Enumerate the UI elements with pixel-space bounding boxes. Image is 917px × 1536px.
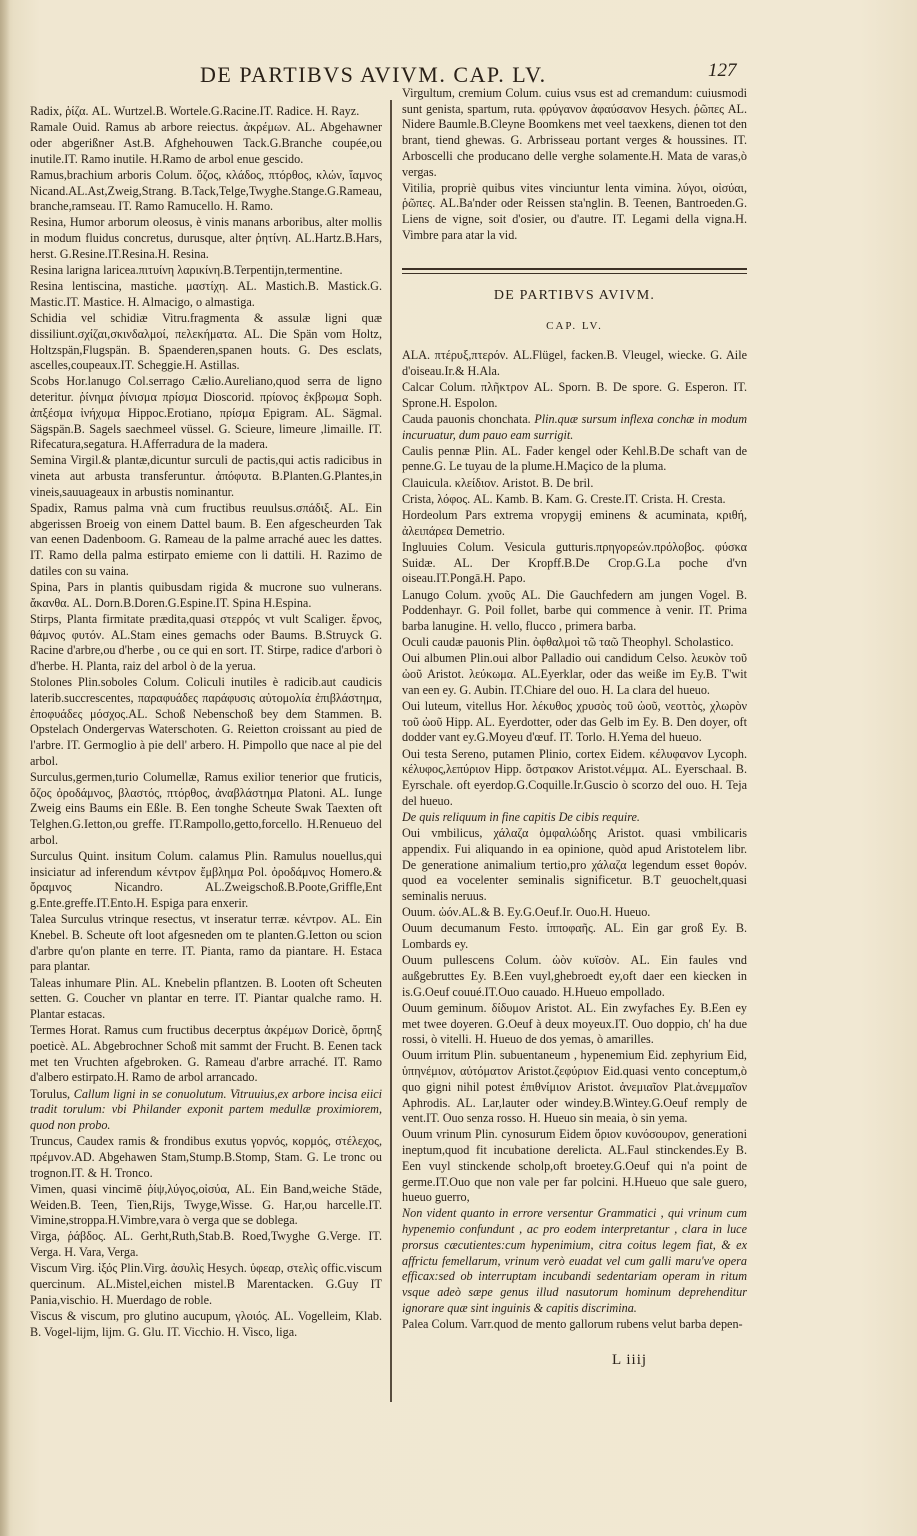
column-divider [390,100,392,1402]
entry-headword: Cauda pauonis chonchata. [402,411,531,426]
entry-text: Plin. cynosurum Eidem ὄριον κυνόσουρον, generationi ineptum,quod fit incubatione derelicta. AL.Faul stinckendes.Ey B. Een vuyl stinckende scholp,oft broetey.G.Oeuf qui n'a point de germe.IT.Ouo que non vale per far polcini. H.Hueuo que sale guero, hueuo guerro, [402,1127,747,1205]
entry-text: Colum. ὄζος, κλάδος, πτόρθος, κλών, ἴαμνος Nicand.AL.Ast,Zweig,Strang. B.Tack,Telge,Twyghe.Stange.G.Rameau, branche,ramseau. IT. Ramo Ramucello. H. Ramo. [30,167,382,214]
entry-headword: Crista, [402,491,435,506]
signature-mark: L iiij [612,1352,648,1368]
lexicon-entry [30,120,382,167]
entry-text: Plin. ὀφθαλμοὶ τῶ ταῶ Theophyl. Scholastico. [507,635,734,650]
entry-headword: Radix, ῥίζα. [30,104,89,118]
lexicon-entry [30,770,382,849]
entry-text: Plin.soboles Colum. Coliculi inutiles è radicib.aut caudicis laterib.succrescentes, παραφυάδες παράφυσις αὐτομολία ἐπιβλάστημα, ἐποφυάδες μόσχος.AL. Schoß Nebenschoß bey dem Stammen. B. Opstelach Ondergervas Waterschoten. G. Reietton croissant au pied de l'arbre. IT. Germoglio à pie dell' arbero. H. Pimpollo que nace al pie del arbol. [30,675,382,768]
entry-headword: Caulis pennæ [402,443,470,458]
lexicon-entry [30,501,382,580]
section-rule [402,268,747,276]
right-column-top [402,86,747,272]
entry-headword: ALA. [402,348,431,362]
entry-headword: Surculus,germen,turio [30,770,139,785]
left-column [30,104,382,1404]
entry-text: Colum. χνοῦς AL. Die Gauchfedern am jungen Vogel. B. Poddenhayr. G. Poil follet, barbe qui commence à venir. IT. Prima barba lanugine. H. vello, flucco , primera barba. [402,587,747,633]
lexicon-entry [30,612,382,675]
entry-headword: Vitilia, [402,180,436,195]
entry-headword: Resina lentiscina, [30,279,122,294]
lexicon-entry [30,1134,382,1181]
entry-headword: Lanugo [402,587,440,602]
lexicon-entry [30,168,382,215]
entry-text: laricea.πιτυίνη λαρικίνη.B.Terpentijn,termentine. [103,263,343,278]
entry-headword: Ouum vrinum [402,1127,472,1142]
entry-headword: Ramale [30,120,68,135]
entry-text: De quis reliquum in fine capitis De cibis require. [402,809,640,824]
entry-headword: Talea [30,912,57,927]
lexicon-entry [402,635,747,651]
entry-headword: Calcar [402,379,434,394]
entry-headword: Ouum pullescens [402,953,495,968]
entry-text: Virgil.& plantæ,dicuntur surculi de pactis,qui actis radicibus in vineta aut arbusta transferuntur. ἀπόφυτα. B.Planten.G.Plantes,in vineis,sauuageaux in arbustis nominantur. [30,453,382,499]
entry-text: pro glutino aucupum, γλοιός. AL. Vogelleim, Klab. B. Vogel-lijm, lijm. G. Glu. IT. Vicchio. H. Visco, liga. [30,1308,382,1339]
entry-headword: Oui albumen [402,651,467,666]
entry-text: Virg. ἰξός Plin.Virg. ἀσυλὶς Hesych. ὑφεαρ, στελὶς offic.viscum quercinum. AL.Mistel,eichen mistel.B Marentacken. G.Guy IT Pania,vischio. H. Muerdago de roble. [30,1261,382,1307]
section-title: DE PARTIBVS AVIVM. [493,288,656,303]
entry-headword: Termes [30,1023,66,1038]
page-number: 127 [708,60,737,81]
entry-headword: Spadix, [30,501,67,516]
lexicon-entry [30,104,382,120]
lexicon-entry [30,453,382,500]
lexicon-entry [30,1023,382,1086]
entry-text: Colum. cuius vsus est ad cremandum: cuiusmodi sunt genista, spartum, ruta. φρύγανον ἀφαύσανον Hesych. ῥῶπες AL. Nidere Baumle.B.Cleyne Boomkens met veel taexkens, dienen tot den brant, tiend ghewas. G. Arbrisseau portant verges & houssines. IT. Arboscelli che producano delle verghe solamente.H. Mata de varas,ò vergas. [402,86,747,179]
entry-text: Colum. πλῆκτρον AL. Sporn. B. De spore. G. Esperon. IT. Sprone.H. Espolon. [402,379,747,410]
entry-text: Plin. AL. Fader kengel oder Kehl.B.De schaft van de penne.G. Le tuyau de la plume.H.Maçico de la pluma. [402,443,747,474]
lexicon-entry [402,953,747,1000]
lexicon-entry [30,215,382,262]
entry-text: Humor arborum oleosus, è vinis manans arboribus, alter mollis in modum fluidus concretus, durusque, alter ῥητίνη. AL.Hartz.B.Hars, herst. G.Resine.IT.Resina.H. Resina. [30,215,382,261]
lexicon-entry [402,492,747,508]
lexicon-entry [402,348,747,379]
lexicon-entry [402,1206,747,1316]
entry-text: Colum. ὠὸν κυϊσὸν. AL. Ein faules vnd außgebruttes Ey. B.Een vuyl,ghebroedt ey,oft daer een kiecken in is.G.Oeuf couué.IT.Ouo cauado. H.Hueuo empollado. [402,953,747,999]
entry-headword: Resina, [30,215,67,230]
entry-text: Hor.lanugo Col.serrago Cælio.Aureliano,quod serra de ligno deteritur. ῥίνημα ῥίνισμα πρίσμα Dioscorid. πρίονος ἐκβρωμα Soph. ἀπξέσμα ἰνήχυμα Hippoc.Erotiano, πρίσμα Epigram. AL. Sägmal. Sägspän.B. Sagels saechmeel vüssel. G. Scieure, limeure ,limaille. IT. Rifecatura,segatura. H.Afferradura de la madera. [30,374,382,452]
lexicon-entry [402,905,747,921]
entry-headword: Torulus, [30,1086,71,1101]
lexicon-entry [30,580,382,611]
entry-text: Hor. λέκυθος χρυσὸς τοῦ ὠοῦ, νεοττὸς, χλωρὸν τοῦ ὠοῦ Hipp. AL. Eyerdotter, oder das Gelb im Ey. B. Den doyer, oft dodder vant ey.G.Moyeu d'œuf. IT. Torlo. H.Yema del hueuo. [402,698,747,745]
entry-text: Colum. Varr.quod de mento gallorum rubens velut barba depen- [431,1316,743,1331]
entry-headword: Semina [30,453,67,468]
gutter-shadow [0,0,10,1536]
entry-text: Columellæ, Ramus exilior tenerior que fruticis, ὄζος ὀροδάμνος, βλαστός, πτόρθος, ἀναβλάστημα Platoni. AL. Iunge Zweig eins Baums ein Eßle. B. Een tonghe Scheute Swak Taexten oft Telghen.G.Ietton,ou greffe. IT.Rampollo,getto,forcello. H.Renueuo del arbol. [30,770,382,847]
entry-text: Ouid. Ramus ab arbore reiectus. ἀκρέμων. AL. Abgehawner oder abgerißner Ast.B. Afghehouwen Tack.G.Branche coupée,ou inutile.IT. Ramo inutile. H.Ramo de arbol enue gescido. [30,120,382,166]
entry-headword: Ouum geminum. [402,1000,487,1015]
entry-text: Plin.quæ sursum inflexa conchæ in modum incuruatur, dum pauo eam surrigit. [402,411,747,442]
entry-headword: Taleas inhumare [30,975,112,990]
entry-text: Surculus vtrinque resectus, vt inseratur terræ. κέντρον. AL. Ein Knebel. B. Scheute oft loot afgesneden om te planten.G.Ietton ou scion d'arbre qu'on plante en terre. IT. Pianta, ramo da piantare. H. Estaca para plantar. [30,912,382,974]
entry-text: κλείδιον. Aristot. B. De bril. [454,475,594,490]
entry-headword: Ouum decumanum [402,921,501,936]
lexicon-entry [30,912,382,975]
lexicon-entry [402,412,747,443]
lexicon-entry [402,588,747,635]
lexicon-entry [30,374,382,453]
lexicon-entry [402,86,747,180]
lexicon-entry [30,1087,382,1134]
lexicon-entry [30,1309,382,1340]
entry-text: ὠόν.AL.& B. Ey.G.Oeuf.Ir. Ouo.H. Hueuo. [438,905,651,920]
entry-headword: Oui testa [402,746,447,761]
entry-text: δίδυμον Aristot. AL. Ein zwyfaches Ey. B.Een ey met twee doyeren. G.Oeuf à deux moyeux.IT. Ouo doppio, ch' ha due rossi, ò vitelli. H. Hueuo de dos yemas, ò amarilles. [402,1000,747,1047]
entry-text: Vitru.fragmenta & assulæ ligni quæ dissiliunt.σχίζαι,σκινδαλμοί, πελεκήματα. AL. Die Spän vom Holtz, Holtzspän,Flugspän. B. Spaenderen,spanen houts. G. Des esclats, ascelles,coupeaux.IT. Scheggie.H. Astillas. [30,311,382,373]
entry-text: Planta firmitate prædita,quasi στερρός vt vult Scaliger. ἔρνος, θάμνος φυτόν. AL.Stam eines gemachs oder Baums. B.Struyck G. Racine d'arbre,ou d'herbe , ou ce qui en sort. IT. Stirpe, radice d'arbori ò d'herbe. H. Planta, raiz del arbol ò de la yerua. [30,612,382,674]
entry-headword: Ouum. [402,905,436,920]
entry-headword: Oui vmbilicus, [402,826,483,841]
entry-headword: Resina larigna [30,263,101,278]
right-column [402,348,747,1352]
entry-text: Pars extrema vropygij eminens & acuminata, κριθή, ἀλειπάρεα Demetrio. [402,508,747,538]
entry-headword: Spina, [30,580,61,595]
entry-text: AL. Wurtzel.B. Wortele.G.Racine.IT. Radice. H. Rayz. [91,104,360,118]
lexicon-entry [30,279,382,310]
entry-headword: Vimen, [30,1181,66,1196]
lexicon-entry [402,380,747,411]
lexicon-entry [402,444,747,475]
entry-text: Colum. Vesicula gutturis.πρηγορεών.πρόλοβος. φύσκα Suidæ. AL. Der Kropff.B.De Crop.G.La poche d'vn oiseau.IT.Pongā.H. Papo. [402,539,747,586]
entry-text: Plin.oui albor Palladio oui candidum Celso. λευκὸν τοῦ ὠοῦ Aristot. λεύκωμα. AL.Eyerklar, oder das weiße im Ey.B. T'wit van een ey. G. Aubin. IT.Chiare del ouo. H. La clara del hueuo. [402,651,747,697]
entry-headword: Oculi caudæ pauonis [402,635,505,650]
entry-text: Plin. AL. Knebelin pflantzen. B. Looten oft Scheuten setten. G. Coucher vn plantar en terre. IT. Piantar qualche ramo. H. Plantar estacas. [30,975,382,1022]
lexicon-entry [30,1182,382,1229]
entry-headword: Oui luteum, vitellus [402,698,502,713]
entry-headword: Stolones [30,675,72,690]
entry-headword: Palea [402,1316,429,1331]
entry-text: λόφος. AL. Kamb. B. Kam. G. Creste.IT. Crista. H. Cresta. [437,491,726,506]
lexicon-entry [402,747,747,810]
lexicon-entry [402,540,747,587]
entry-text: propriè quibus vites vinciuntur lenta vimina. λύγοι, οἰσύαι, ῥῶπες. AL.Ba'nder oder Reissen sta'nglin. B. Teenen, Bantroeden.G. Liens de vigne, soit d'osier, ou d'autre. IT. Legami della vigna.H. Vimbre para atar la vid. [402,180,747,242]
entry-headword: Ramus,brachium arboris [30,167,152,182]
entry-headword: Scobs [30,374,60,389]
entry-text: χάλαζα ὀμφαλώδης Aristot. quasi vmbilicaris appendix. Fui aliquando in ea opinione, quòd apud Aristotelem libr. De generatione animalium tertio,pro χάλαζα legendum esset θορόν. quod ea vocelenter seminalis significetur. B.T geuochelt,quasi seminalis neruus. [402,826,747,903]
lexicon-entry [30,849,382,912]
lexicon-entry [30,311,382,374]
lexicon-entry [402,1048,747,1127]
lexicon-entry [402,699,747,746]
entry-text: Ramus palma vnà cum fructibus reuulsus.σπάδιξ. AL. Ein abgerissen Broeig von einem Dattel baum. B. Een afgescheurden Tak van eenen Dadenboom. G. Rameau de la palme arraché auec les dattes. IT. Ramo della palma estirpato emieme con li dattili. H. Razimo de datiles con su vaina. [30,501,382,578]
lexicon-entry [402,921,747,952]
entry-headword: Truncus, [30,1134,73,1149]
lexicon-entry [30,263,382,279]
lexicon-entry [30,675,382,769]
entry-text: mastiche. μαστίχη. AL. Mastich.B. Mastick.G. Mastic.IT. Mastice. H. Almacigo, o almastiga. [30,279,382,309]
lexicon-entry [30,1229,382,1260]
lexicon-entry [402,810,747,826]
entry-text: Sereno, putamen Plinio, cortex Eidem. κέλυφανον Lycoph. κέλυφος,λεπύριον Hipp. ὄστρακον Aristot.νέμμα. AL. Eyerschaal. B. Eyrschale. oft eyerdop.G.Coquille.Ir.Guscio ò scorzo del ouo. H. Teja del hueuo. [402,746,747,808]
lexicon-entry [402,1317,747,1333]
entry-headword: Virga, [30,1229,60,1244]
entry-text: Caudex ramis & frondibus exutus γορνός, κορμός, στέλεχος, πρέμνον.AD. Abgehawen Stam,Stump.B.Stomp, Stam. G. Le tronc ou trognon.IT. & H. Tronco. [30,1134,382,1180]
entry-headword: Virgultum, cremium [402,86,502,100]
entry-text: Callum ligni in se conuolutum. Vitruuius,ex arbore incisa eiici tradit torulum: vbi Philander exponit partem medullæ proximiorem, quod non probo. [30,1086,382,1132]
entry-text: Quint. insitum Colum. calamus Plin. Ramulus nouellus,qui insiciatur ad inferendum κέντρον ἔμβλημα Pol. ὀροδάμνος Homero.& ὄραμνος Nicandro. AL.Zweigschoß.B.Poote,Griffle,Ent g.Ente.greffe.IT.Ento.H. Espiga para enxerir. [30,849,382,911]
lexicon-entry [402,1001,747,1048]
entry-text: Plin. subuentaneum , hypenemium Eid. zephyrium Eid, ὑπηνέμιον, αὐτόματον Aristot.ζεφύριον Eid.quasi vento conceptum,ò quo gigni nihil potest ἐπιθνίμιον Aristot. ἀνεμιαῖον Plat.ἀνεμμαῖον Aphrodis. AL. Lar,lauter oder windey.B.Wintey.G.Oeuf remply de vent.IT. Ouo senza rosso. H. Hueuo sin meaia, ò sin yema. [402,1048,747,1126]
entry-text: Pars in plantis quibusdam rigida & mucrone suo vulnerans. ἄκανθα. AL. Dorn.B.Doren.G.Espine.IT. Spina H.Espina. [30,580,382,610]
entry-headword: Schidia vel schidiæ [30,311,148,326]
lexicon-entry [30,976,382,1023]
lexicon-entry [402,476,747,492]
chapter-label: CAP. LV. [546,320,603,332]
lexicon-entry [402,826,747,905]
entry-text: πτέρυξ,πτερόν. AL.Flügel, facken.B. Vleugel, wiecke. G. Aile d'oiseau.Ir.& H.Ala. [402,348,747,378]
lexicon-entry [402,1127,747,1206]
lexicon-entry [402,181,747,244]
entry-headword: Ouum irritum [402,1048,470,1063]
entry-text: Horat. Ramus cum fructibus decerptus ἀκρέμων Doricè, ὄρπηξ poeticè. AL. Abgebrochner Schoß mit sammt der Frucht. B. Eenen tack met ten Vruchten afgebroken. G. Rameau d'arbre arraché. IT. Ramo d'albero estirpato.H. Ramo de arbol arrancado. [30,1023,382,1085]
lexicon-entry [402,651,747,698]
entry-headword: Ingluuies [402,539,448,554]
entry-text: Festo. ἱπποφαῆς. AL. Ein gar groß Ey. B. Lombards ey. [402,921,747,952]
entry-headword: Stirps, [30,612,62,626]
entry-text: ῥάβδος. AL. Gerht,Ruth,Stab.B. Roed,Twyghe G.Verge. IT. Verga. H. Vara, Verga. [30,1229,382,1260]
entry-headword: Clauicula. [402,475,452,490]
lexicon-entry [30,1261,382,1308]
entry-headword: Surculus [30,849,73,864]
entry-headword: Hordeolum [402,508,458,523]
entry-text: Non vident quanto in errore versentur Grammatici , qui vrinum cum hypenemio confundunt , ac pro eodem interpretantur , clara in luce prorsus cæcutientes:cum hypenimium, citra coitus legem fiat, & ex affrictu femellarum, vrinum verò euadat vel cum galli maru've opera efficax:sed ob interruptam incubandi sedentariam operam in ritum vsque adeò sæpe genus illud nasutorum hominum deprehenditur ignorare quæ sint inguinis & capitis discrimina. [402,1206,747,1315]
running-title: DE PARTIBVS AVIVM. CAP. LV. [200,62,547,87]
entry-text: quasi vincimē ῥίψ,λύγος,οἰσύα, AL. Ein Band,weiche Stāde, Weiden.B. Teen, Tien,Rijs, Twyge,Wisse. G. Har,ou harcelle.IT. Vimine,stroppa.H.Vimbre,vara ò verga que se doblega. [30,1181,382,1228]
entry-headword: Viscum [30,1261,68,1276]
lexicon-entry [402,508,747,539]
entry-headword: Viscus & viscum, [30,1308,120,1323]
